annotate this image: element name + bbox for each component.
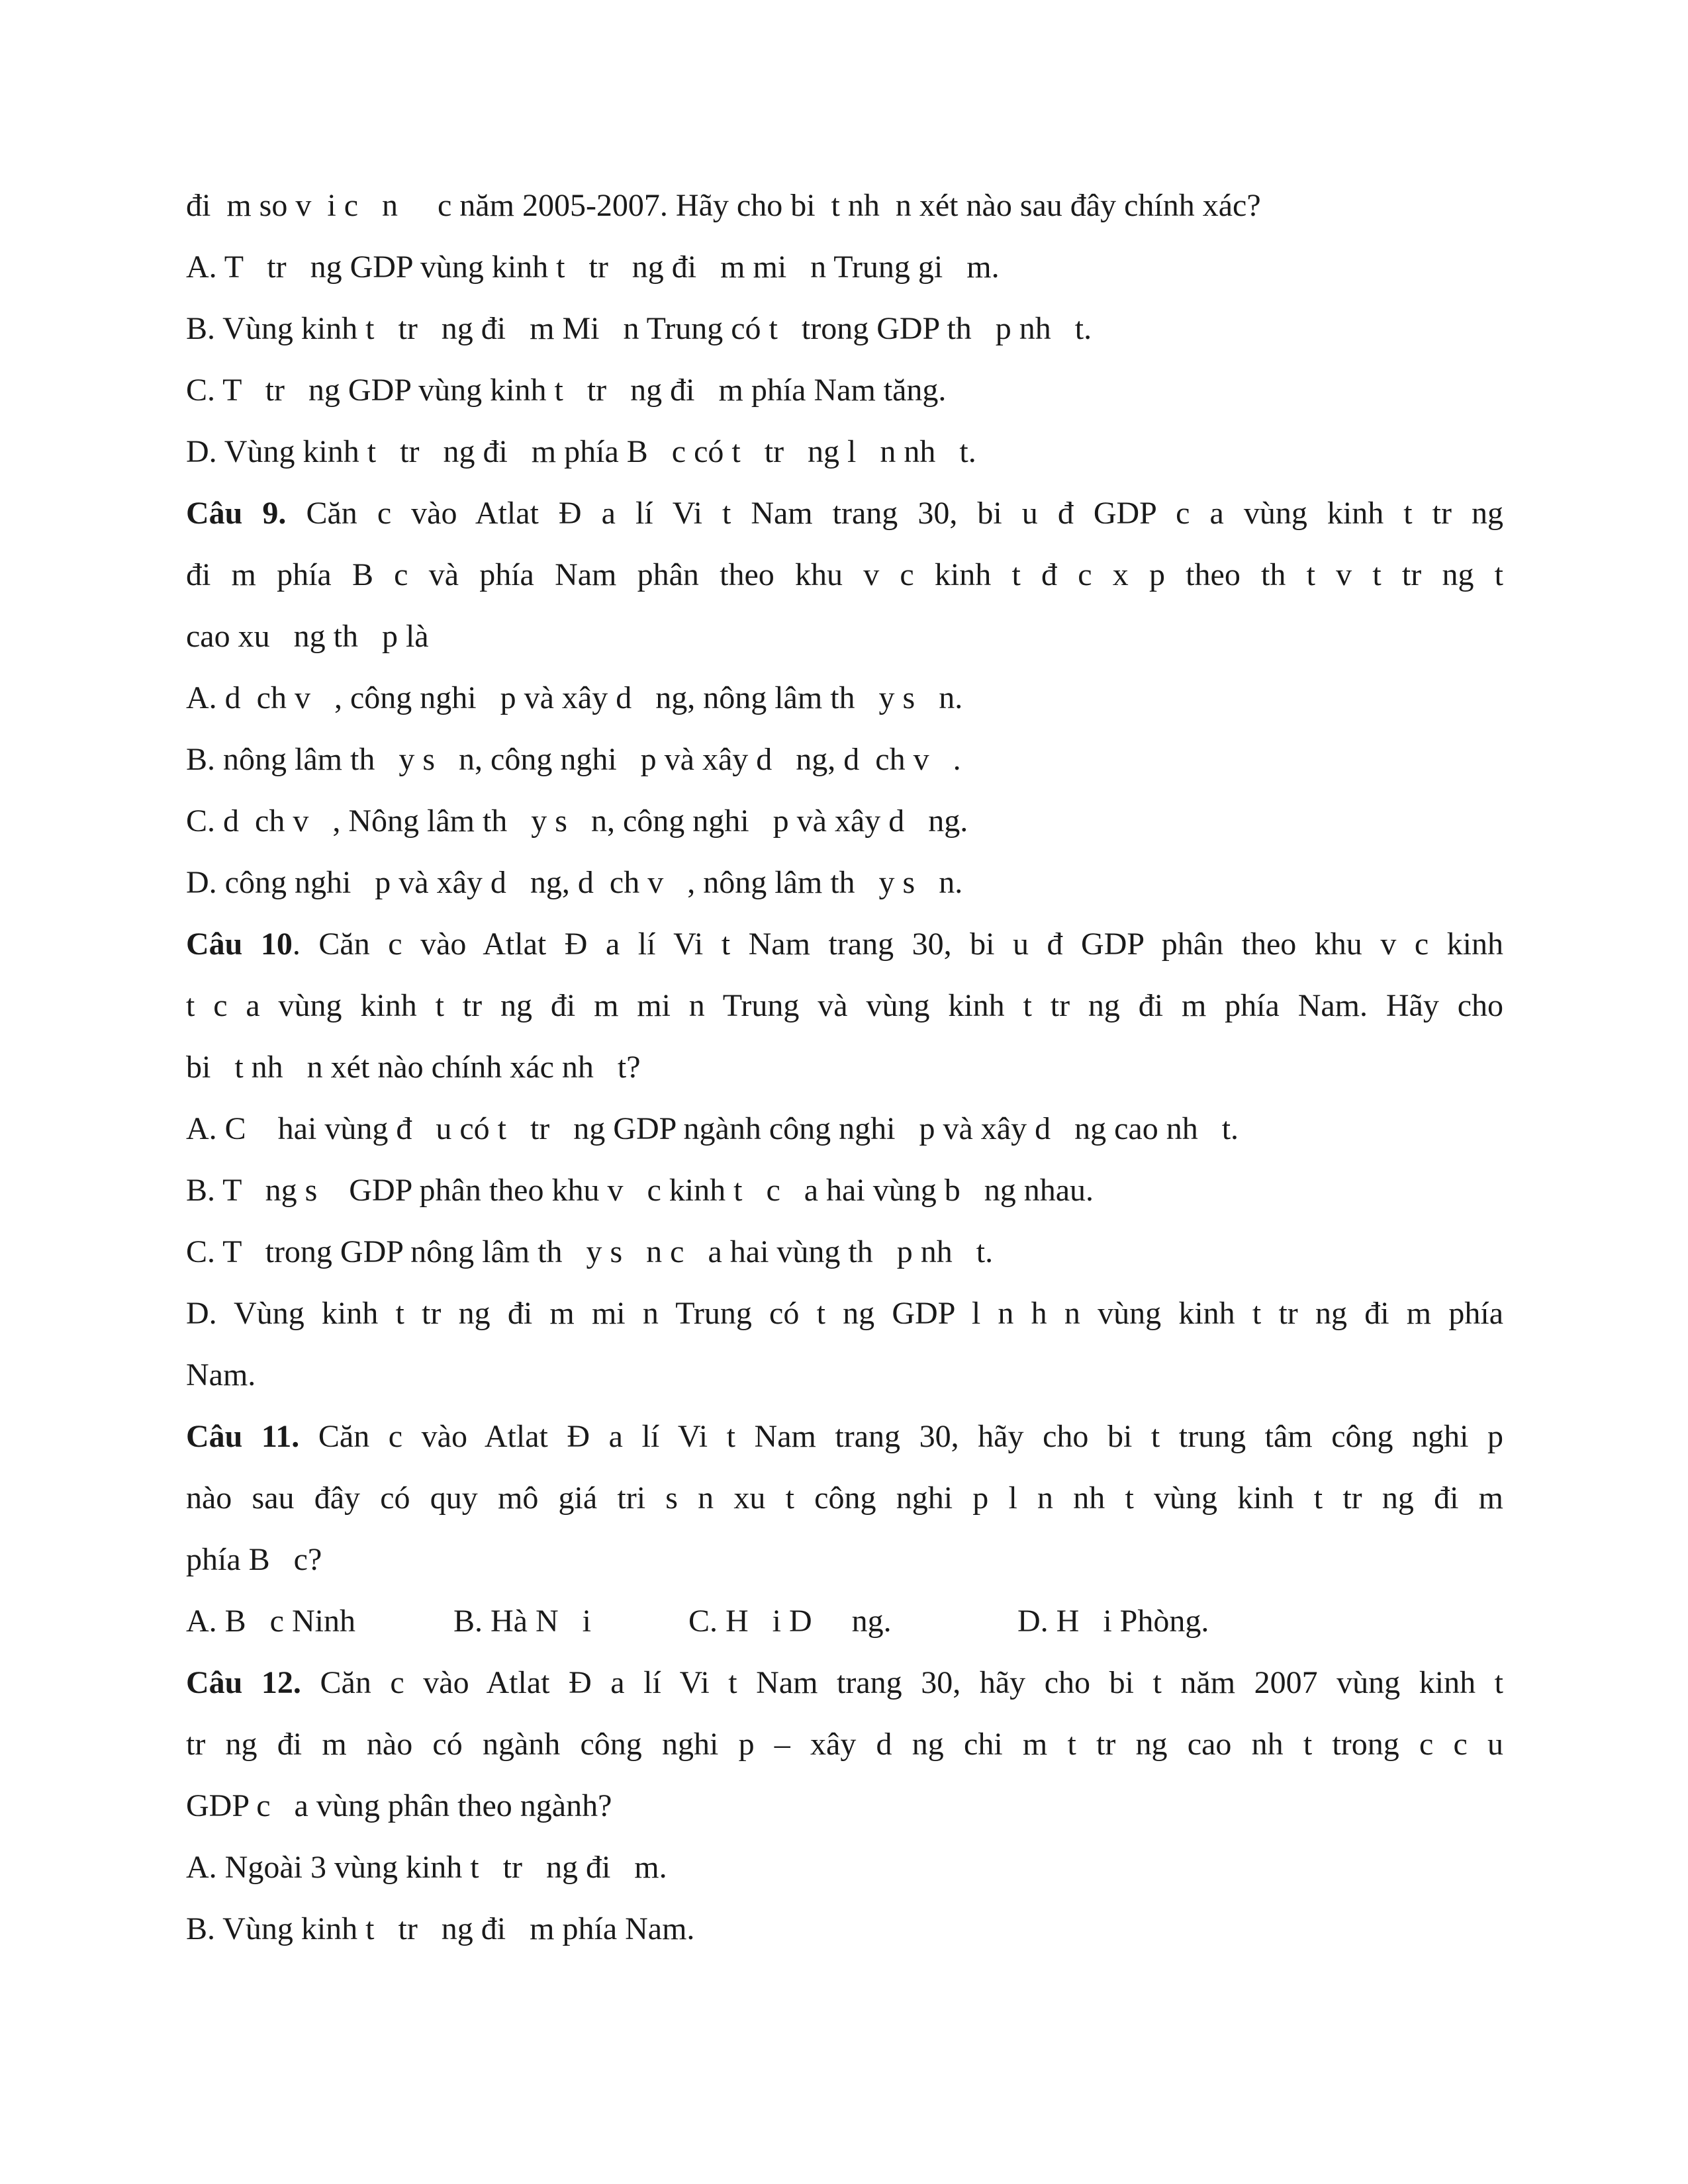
q10-line-1 [186,913,1503,975]
q10-text-2: t c a vùng kinh t tr ng đi m mi n Trung và vùng kinh t tr ng đi m phía Nam. Hãy cho [186,988,1503,1023]
q11-options [186,1590,1503,1652]
q10-option-d-line-1 [186,1283,1503,1344]
q10-option-a: A. C hai vùng đ u có t tr ng GDP ngành công nghi p và xây d ng cao nh t. [186,1111,1239,1146]
q11-option-c: C. H i D ng. [688,1604,892,1639]
q11-option-b: B. Hà N i [453,1604,591,1639]
q9-line-1 [186,482,1503,544]
q9-line-2 [186,544,1503,606]
q9-option-c: C. d ch v , Nông lâm th y s n, công nghi p và xây d ng. [186,803,968,839]
q9-option-d: D. công nghi p và xây d ng, d ch v , nông lâm th y s n. [186,865,963,900]
q10-option-d-line-2: Nam. [186,1357,256,1392]
q9-number: Câu 9. [186,496,287,531]
q11-text-2: nào sau đây có quy mô giá tri s n xu t công nghi p l n nh t vùng kinh t tr ng đi m [186,1480,1503,1516]
q12-option-a: A. Ngoài 3 vùng kinh t tr ng đi m. [186,1850,667,1885]
q11-line-2 [186,1467,1503,1529]
q10-stem [186,927,1503,962]
q9-option-b: B. nông lâm th y s n, công nghi p và xây d ng, d ch v . [186,742,961,777]
q9-text-2: đi m phía B c và phía Nam phân theo khu v c kinh t đ c x p theo th t v t tr ng t [186,557,1503,592]
intro-option-d: D. Vùng kinh t tr ng đi m phía B c có t tr ng l n nh t. [186,434,976,469]
intro-line: đi m so v i c n c năm 2005-2007. Hãy cho bi t nh n xét nào sau đây chính xác? [186,188,1261,223]
q10-option-d-text-1: D. Vùng kinh t tr ng đi m mi n Trung có t ng GDP l n h n vùng kinh t tr ng đi m phía [186,1296,1503,1331]
q11-option-a: A. B c Ninh [186,1604,355,1639]
q12-line-3: GDP c a vùng phân theo ngành? [186,1788,612,1823]
intro-option-a: A. T tr ng GDP vùng kinh t tr ng đi m mi n Trung gi m. [186,250,1000,285]
q12-option-b: B. Vùng kinh t tr ng đi m phía Nam. [186,1911,695,1946]
q12-line-1 [186,1652,1503,1713]
q9-line-3: cao xu ng th p là [186,619,429,654]
document-page [186,175,1503,1960]
q12-text-1: Căn c vào Atlat Đ a lí Vi t Nam trang 30, hãy cho bi t năm 2007 vùng kinh t [320,1665,1504,1700]
q9-text-1: Căn c vào Atlat Đ a lí Vi t Nam trang 30, bi u đ GDP c a vùng kinh t tr ng [306,496,1504,531]
q11-text-1: Căn c vào Atlat Đ a lí Vi t Nam trang 30, hãy cho bi t trung tâm công nghi p [318,1419,1503,1454]
q11-line-1 [186,1406,1503,1467]
q11-number: Câu 11. [186,1419,300,1454]
q12-number: Câu 12. [186,1665,301,1700]
q12-text-2: tr ng đi m nào có ngành công nghi p – xây d ng chi m t tr ng cao nh t trong c c u [186,1727,1503,1762]
q10-line-2 [186,975,1503,1036]
intro-option-b: B. Vùng kinh t tr ng đi m Mi n Trung có t trong GDP th p nh t. [186,311,1092,346]
q10-option-b: B. T ng s GDP phân theo khu v c kinh t c a hai vùng b ng nhau. [186,1173,1094,1208]
q9-option-a: A. d ch v , công nghi p và xây d ng, nông lâm th y s n. [186,680,963,715]
q12-line-2 [186,1713,1503,1775]
q10-text-1: . Căn c vào Atlat Đ a lí Vi t Nam trang 30, bi u đ GDP phân theo khu v c kinh [292,927,1504,962]
intro-option-c: C. T tr ng GDP vùng kinh t tr ng đi m phía Nam tăng. [186,373,947,408]
q10-number: Câu 10 [186,927,293,962]
q11-option-d: D. H i Phòng. [1017,1604,1209,1639]
q10-line-3: bi t nh n xét nào chính xác nh t? [186,1050,641,1085]
q11-line-3: phía B c? [186,1542,322,1577]
q10-option-c: C. T trong GDP nông lâm th y s n c a hai vùng th p nh t. [186,1234,994,1269]
